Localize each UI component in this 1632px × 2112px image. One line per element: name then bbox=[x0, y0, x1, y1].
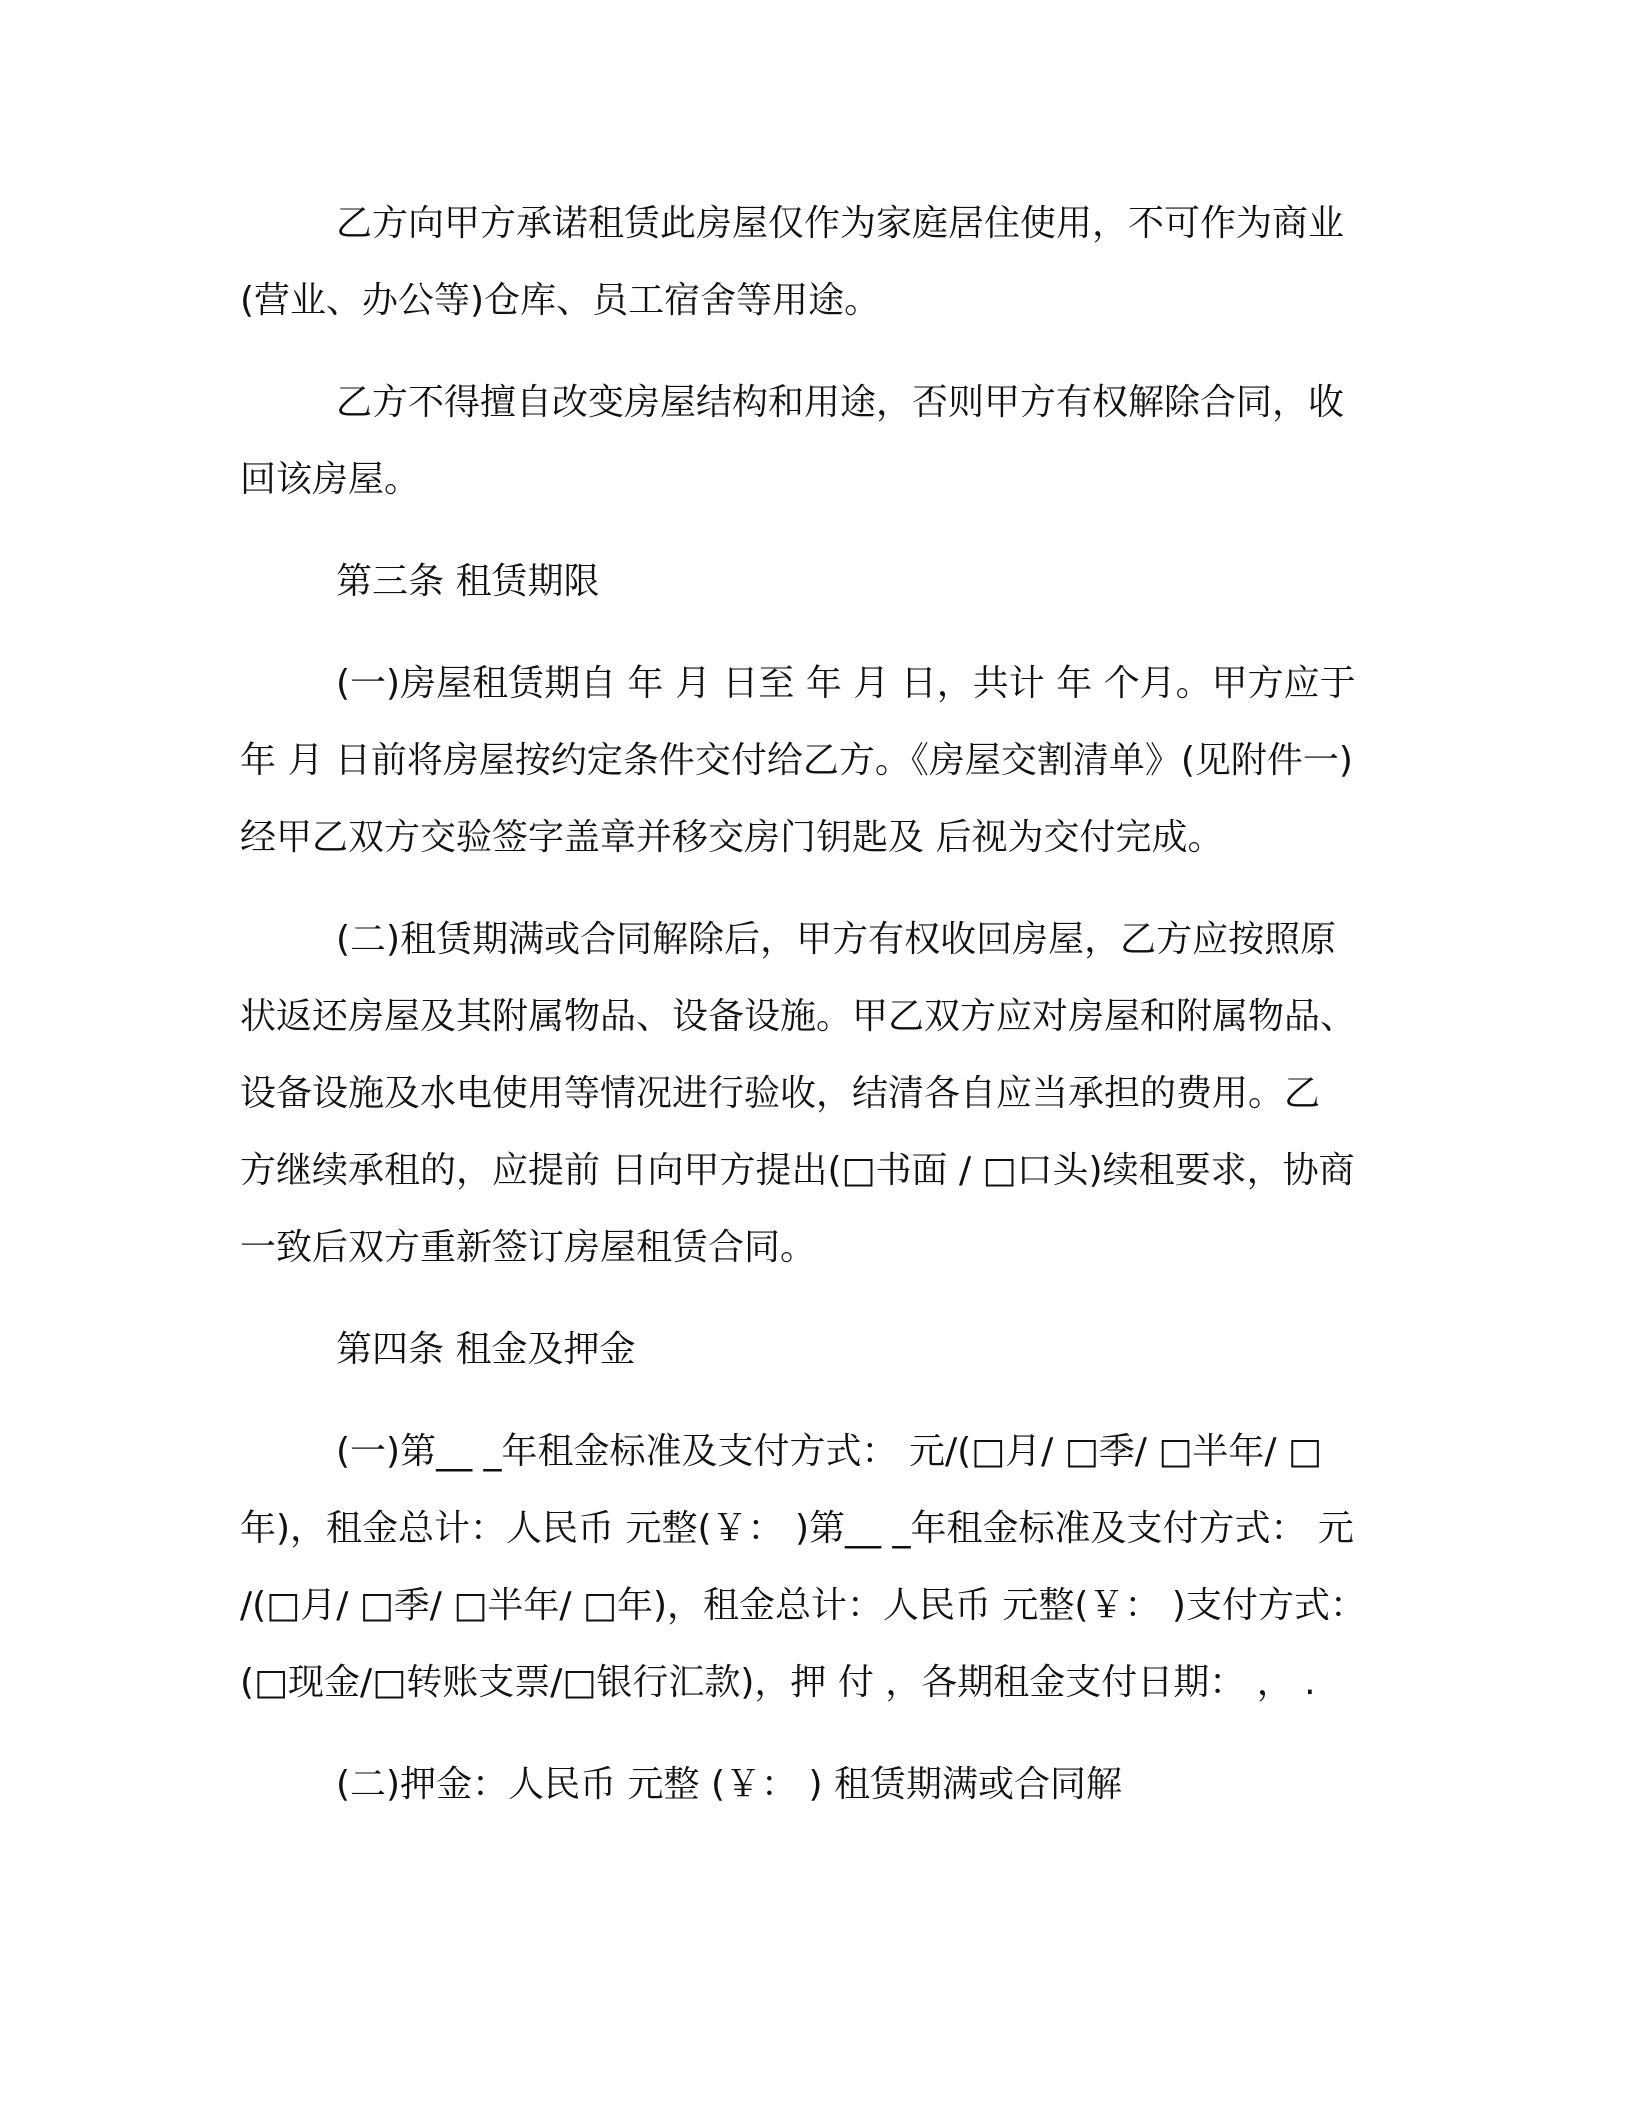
text-line: 一致后双方重新签订房屋租赁合同。 bbox=[240, 1227, 817, 1268]
document-page bbox=[240, 185, 1410, 1848]
text-line: 经甲乙双方交验签字盖章并移交房门钥匙及 后视为交付完成。 bbox=[240, 817, 1224, 858]
text-line: 年 月 日前将房屋按约定条件交付给乙方。《房屋交割清单》(见附件一) bbox=[240, 740, 1353, 781]
text-line: (二)租赁期满或合同解除后，甲方有权收回房屋，乙方应按照原 bbox=[336, 919, 1337, 960]
text-line: 乙方不得擅自改变房屋结构和用途，否则甲方有权解除合同，收 bbox=[336, 382, 1345, 423]
paragraph-rent-standard bbox=[240, 1413, 1410, 1721]
paragraph-lease-period bbox=[240, 645, 1410, 876]
text-line: /(□月/ □季/ □半年/ □年)，租金总计：人民币 元整(￥： )支付方式： bbox=[240, 1585, 1366, 1626]
text-line: 年)，租金总计：人民币 元整(￥： )第__ _年租金标准及支付方式： 元 bbox=[240, 1508, 1354, 1549]
text-line: 设备设施及水电使用等情况进行验收，结清各自应当承担的费用。乙 bbox=[240, 1073, 1321, 1114]
text-line: 回该房屋。 bbox=[240, 459, 421, 500]
text-line: (二)押金：人民币 元整 (￥： ) 租赁期满或合同解 bbox=[336, 1764, 1122, 1805]
paragraph-deposit bbox=[240, 1746, 1410, 1823]
text-line: 状返还房屋及其附属物品、设备设施。甲乙双方应对房屋和附属物品、 bbox=[240, 996, 1357, 1037]
section-heading-lease-term: 第三条 租赁期限 bbox=[336, 561, 600, 602]
text-line: (一)房屋租赁期自 年 月 日至 年 月 日，共计 年 个月。甲方应于 bbox=[336, 663, 1356, 704]
paragraph-lease-expiry bbox=[240, 901, 1410, 1286]
text-line: (□现金/□转账支票/□银行汇款)，押 付 ，各期租金支付日期： ， . bbox=[240, 1662, 1316, 1703]
text-line: 方继续承租的，应提前 日向甲方提出(□书面 / □口头)续租要求，协商 bbox=[240, 1150, 1355, 1191]
text-line: 乙方向甲方承诺租赁此房屋仅作为家庭居住使用，不可作为商业 bbox=[336, 203, 1345, 244]
paragraph-usage-promise bbox=[240, 185, 1410, 339]
text-line: (营业、办公等)仓库、员工宿舍等用途。 bbox=[240, 280, 881, 321]
text-line: (一)第__ _年租金标准及支付方式： 元/(□月/ □季/ □半年/ □ bbox=[336, 1431, 1322, 1472]
paragraph-structure-change bbox=[240, 364, 1410, 518]
section-heading-rent-deposit: 第四条 租金及押金 bbox=[336, 1329, 636, 1370]
